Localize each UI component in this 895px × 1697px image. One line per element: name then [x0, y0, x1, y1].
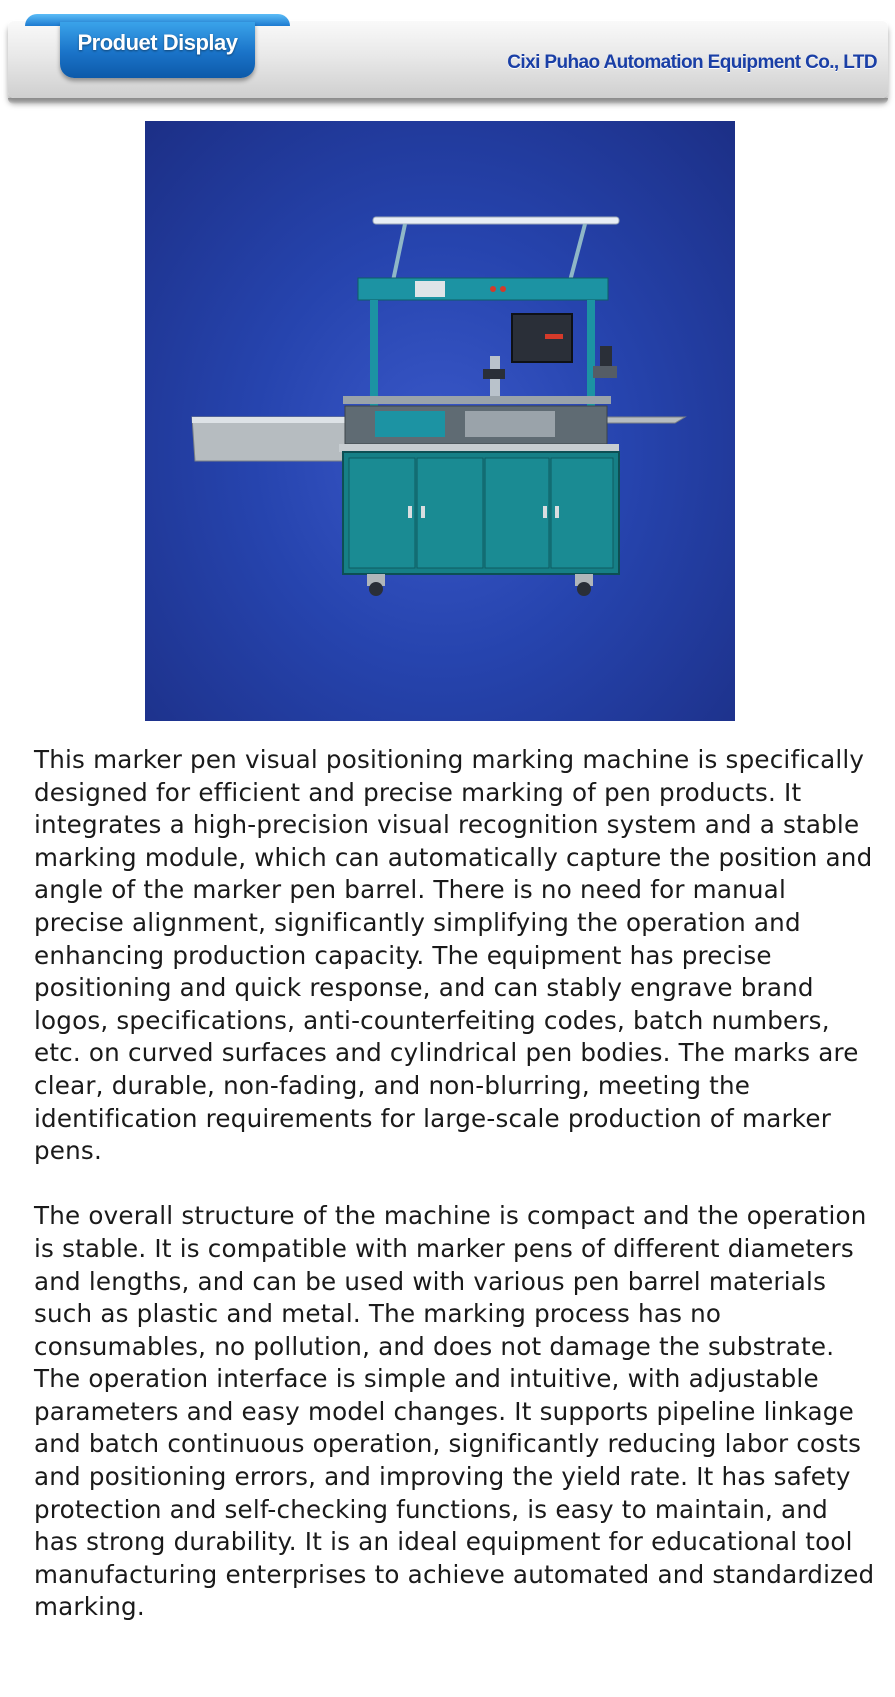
company-name: Cixi Puhao Automation Equipment Co., LTD	[507, 52, 877, 73]
description-paragraph-2: The overall structure of the machine is compact and the operation is stable. It is compatible with marker pens of different diameters and lengths, and can be used with various pen barrel materials such as plastic and metal. The marking process has no consumables, no pollution, and does not damage the substrate. The operation interface is simple and intuitive, with adjustable parameters and easy model changes. It supports pipeline linkage and batch continuous operation, significantly reducing labor costs and positioning errors, and improving the yield rate. It has safety protection and self-checking functions, is easy to maintain, and has strong durability. It is an ideal equipment for educational tool manufacturing enterprises to achieve automated and standardized marking.	[34, 1201, 875, 1622]
description-paragraph-1: This marker pen visual positioning marking machine is specifically designed for efficient and precise marking of pen products. It integrates a high-precision visual recognition system and a stable marking module, which can automatically capture the position and angle of the marker pen barrel. There is no need for manual precise alignment, significantly simplifying the operation and enhancing production capacity. The equipment has precise positioning and quick response, and can stably engrave brand logos, specifications, anti-counterfeiting codes, batch numbers, etc. on curved surfaces and cylindrical pen bodies. The marks are clear, durable, non-fading, and non-blurring, meeting the identification requirements for large-scale production of marker pens.	[34, 745, 873, 1166]
product-description	[34, 744, 879, 1624]
machine-illustration	[145, 121, 735, 721]
header-tab-label: Produet Display	[77, 30, 238, 55]
product-image	[145, 121, 735, 721]
